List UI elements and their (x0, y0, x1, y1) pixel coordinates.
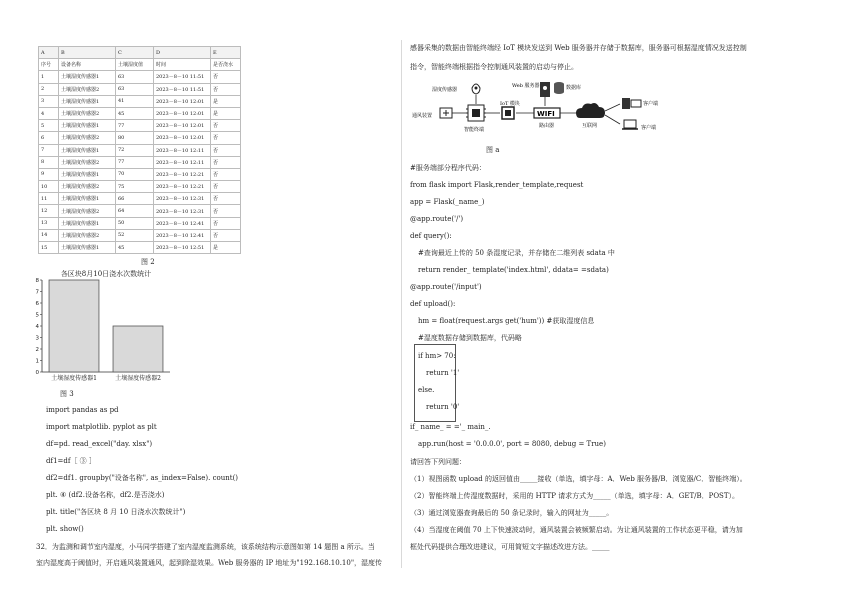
table-cell: 10 (39, 181, 59, 193)
table-cell: 2023－8－10 11:51 (154, 71, 211, 83)
server-code-3: app = Flask(_name_) (410, 198, 485, 206)
terminal-label: 智能终端 (464, 127, 485, 133)
database-label: 数据库 (566, 85, 582, 91)
code-line-7: plt. title("各区块 8 月 10 日浇水次数统计") (46, 508, 186, 516)
database-icon (554, 82, 564, 94)
table-cell: 土壤湿度传感器2 (59, 205, 116, 217)
table-cell: 土壤湿度传感器1 (59, 168, 116, 180)
table-cell: 2023－8－10 12:01 (154, 107, 211, 119)
table-cell: 土壤湿度传感器2 (59, 107, 116, 119)
figure-a-caption: 图 a (486, 146, 500, 154)
question-32-line-2: 室内湿度高于阈值时，开启通风装置通风，起到除湿效果。Web 服务器的 IP 地址为"192.168.10.10"，湿度传 (36, 559, 383, 567)
table-cell: 6 (39, 132, 59, 144)
table-row (39, 107, 241, 119)
table-cell: 土壤湿度传感器1 (59, 242, 116, 254)
bar (49, 280, 99, 372)
questions-heading: 请回答下列问题： (410, 458, 466, 466)
table-row (39, 156, 241, 168)
humidity-sensor-icon (472, 84, 480, 94)
table-cell: 2023－8－10 12:31 (154, 205, 211, 217)
table-cell: 否 (211, 144, 241, 156)
table-cell: 2023－8－10 12:01 (154, 132, 211, 144)
table-cell: 土壤湿度传感器1 (59, 144, 116, 156)
server-code-4: @app.route('/') (410, 215, 464, 223)
table-cell: 50 (116, 217, 154, 229)
table-cell: 63 (116, 83, 154, 95)
table-cell: 序号 (39, 59, 59, 71)
table-cell: 否 (211, 83, 241, 95)
table-cell: 45 (116, 107, 154, 119)
table-cell: 是否浇水 (211, 59, 241, 71)
table-cell: 2023－8－10 12:41 (154, 229, 211, 241)
table-cell: 63 (116, 71, 154, 83)
vent-icon (440, 108, 452, 118)
table-cell: 土壤湿度传感器2 (59, 83, 116, 95)
column-divider (401, 40, 402, 568)
table-cell: 土壤湿度传感器1 (59, 217, 116, 229)
table-cell: 2 (39, 83, 59, 95)
table-cell: 72 (116, 144, 154, 156)
chart-title: 各区块8月10日浇水次数统计 (60, 270, 152, 278)
table-cell: 2023－8－10 12:21 (154, 181, 211, 193)
table-cell: 2023－8－10 12:11 (154, 144, 211, 156)
table-cell: 9 (39, 168, 59, 180)
code-line-6: plt. ④ (df2.设备名称，df2.是否浇水) (46, 491, 165, 499)
table-cell: 时间 (154, 59, 211, 71)
y-tick-label: 2 (35, 347, 39, 353)
table-row (39, 95, 241, 107)
router-label: 路由器 (539, 123, 555, 129)
wifi-router-icon (534, 108, 560, 118)
table-cell: 14 (39, 229, 59, 241)
table-row (39, 217, 241, 229)
figure-2-caption: 图 2 (141, 258, 155, 266)
table-row (39, 144, 241, 156)
intro-line-2: 指令，智能终端根据指令控制通风装置的启动与停止。 (410, 63, 578, 71)
table-cell: 否 (211, 193, 241, 205)
header-row (39, 59, 241, 71)
table-cell: 设备名称 (59, 59, 116, 71)
y-tick-label: 7 (35, 289, 39, 296)
table-cell: 64 (116, 205, 154, 217)
code-line-1: import pandas as pd (46, 406, 119, 414)
client-1-label: 客户端 (643, 101, 659, 107)
table-cell: 2023－8－10 12:21 (154, 168, 211, 180)
table-row (39, 242, 241, 254)
server-code-7: return render_ template('index.html', ddata= =sdata) (418, 266, 609, 274)
question-4-line-2: 框处代码提供合理改进建议，可用简短文字描述改进方法。_____ (410, 543, 610, 551)
table-row (39, 205, 241, 217)
table-cell: 3 (39, 95, 59, 107)
table-cell: E (211, 47, 241, 59)
table-cell: A (39, 47, 59, 59)
table-row (39, 229, 241, 241)
intro-line-1: 感器采集的数据由智能终端经 IoT 模块发送到 Web 服务器并存储于数据库，服务器可根据湿度情况发送控制 (410, 44, 747, 52)
table-cell: 土壤湿度值 (116, 59, 154, 71)
web-server-label: Web 服务器 (512, 83, 540, 89)
table-cell: B (59, 47, 116, 59)
bar-chart (30, 268, 180, 386)
table-cell: 2023－8－10 11:51 (154, 83, 211, 95)
question-4-line-1: （4）当湿度在阈值 70 上下快速波动时，通风装置会被频繁启动。为让通风装置的工作状态更平稳，请为加 (410, 526, 743, 534)
code-line-4: df1=df［ ③ ］ (46, 457, 96, 465)
table-cell: 是 (211, 242, 241, 254)
table-cell: C (116, 47, 154, 59)
table-cell: 77 (116, 156, 154, 168)
server-code-12: if hm> 70: (418, 352, 456, 360)
table-cell: 8 (39, 156, 59, 168)
y-tick-label: 4 (35, 324, 39, 330)
table-cell: 否 (211, 71, 241, 83)
y-tick-label: 8 (35, 278, 39, 284)
table-cell: 45 (116, 242, 154, 254)
code-line-3: df=pd. read_excel("day. xlsx") (46, 440, 153, 448)
table-row (39, 132, 241, 144)
server-code-9: def upload(): (410, 300, 456, 308)
client-desktop-icon (622, 98, 641, 109)
table-cell: 66 (116, 193, 154, 205)
table-cell: 否 (211, 205, 241, 217)
question-32-line-1: 32．为监测和调节室内湿度，小马同学搭建了室内湿度监测系统，该系统结构示意图如第 14 题图 a 所示。当 (36, 543, 375, 551)
excel-table (38, 46, 241, 254)
table-cell: 11 (39, 193, 59, 205)
server-code-8: @app.route('/input') (410, 283, 482, 291)
table-cell: 4 (39, 107, 59, 119)
server-code-15: return '0' (426, 403, 460, 411)
table-cell: 否 (211, 217, 241, 229)
question-2: （2）智能终端上传湿度数据时，采用的 HTTP 请求方式为_____（单选，填字母：A．GET/B．POST）。 (410, 492, 740, 500)
code-line-5: df2=df1. groupby("设备名称", as_index=False). count() (46, 474, 239, 482)
table-cell: 土壤湿度传感器2 (59, 181, 116, 193)
table-cell: 2023－8－10 12:41 (154, 217, 211, 229)
table-cell: 否 (211, 181, 241, 193)
terminal-icon (466, 105, 486, 121)
table-cell: 41 (116, 95, 154, 107)
table-cell: 2023－8－10 12:31 (154, 193, 211, 205)
table-cell: 否 (211, 168, 241, 180)
table-cell: 2023－8－10 12:01 (154, 95, 211, 107)
table-cell: 土壤湿度传感器1 (59, 193, 116, 205)
code-line-8: plt. show() (46, 525, 84, 533)
table-cell: 7 (39, 144, 59, 156)
iot-module-label: IoT 模块 (500, 101, 520, 107)
x-tick-label: 土壤湿度传感器1 (51, 375, 97, 382)
web-server-icon (540, 82, 550, 97)
table-row (39, 71, 241, 83)
table-cell: 2023－8－10 12:01 (154, 120, 211, 132)
wifi-text: WIFI (537, 110, 555, 118)
column-letters-row (39, 47, 241, 59)
x-tick-label: 土壤湿度传感器2 (115, 375, 161, 382)
bar (113, 326, 163, 372)
table-cell: 土壤湿度传感器2 (59, 156, 116, 168)
system-diagram (410, 78, 660, 140)
humidity-sensor-label: 湿度传感器 (432, 87, 458, 93)
server-code-1: #服务端部分程序代码： (410, 164, 486, 172)
table-cell: 土壤湿度传感器1 (59, 95, 116, 107)
y-tick-label: 5 (35, 312, 39, 319)
table-cell: 77 (116, 120, 154, 132)
question-1: （1）视图函数 upload 的返回值由_____接收（单选，填字母：A．Web 服务器/B．浏览器/C．智能终端）。 (410, 475, 747, 483)
table-cell: 2023－8－10 12:11 (154, 156, 211, 168)
table-cell: 是 (211, 95, 241, 107)
y-tick-label: 3 (35, 335, 39, 342)
server-code-14: else. (418, 386, 435, 394)
server-code-16: if_ name_ = ='_ main_. (410, 423, 491, 431)
server-code-13: return '1' (426, 369, 460, 377)
iot-module-icon (502, 107, 514, 119)
internet-label: 互联网 (582, 123, 598, 129)
code-line-2: import matplotlib. pyplot as plt (46, 423, 157, 431)
server-code-2: from flask import Flask,render_template,request (410, 181, 584, 189)
y-tick-label: 6 (35, 301, 39, 307)
client-2-label: 客户端 (641, 125, 657, 131)
question-3: （3）通过浏览器查询最后的 50 条记录时，输入的网址为_____。 (410, 509, 614, 517)
y-tick-label: 0 (35, 370, 39, 376)
table-cell: D (154, 47, 211, 59)
table-row (39, 193, 241, 205)
server-code-6: #查询最近上传的 50 条湿度记录，并存储在二维列表 sdata 中 (418, 249, 615, 257)
table-cell: 15 (39, 242, 59, 254)
server-code-10: hm = float(request.args get('hum')) #获取湿度信息 (418, 317, 595, 325)
table-row (39, 168, 241, 180)
table-cell: 52 (116, 229, 154, 241)
server-code-5: def query(): (410, 232, 452, 240)
internet-cloud-icon (576, 103, 605, 118)
table-row (39, 120, 241, 132)
client-laptop-icon (622, 120, 638, 129)
table-cell: 土壤湿度传感器1 (59, 71, 116, 83)
table-cell: 是 (211, 107, 241, 119)
vent-label: 通风装置 (412, 113, 433, 119)
table-cell: 土壤湿度传感器1 (59, 120, 116, 132)
table-cell: 12 (39, 205, 59, 217)
table-cell: 70 (116, 168, 154, 180)
table-row (39, 83, 241, 95)
y-tick-label: 1 (35, 358, 39, 365)
figure-3-caption: 图 3 (60, 390, 74, 398)
table-cell: 2023－8－10 12:51 (154, 242, 211, 254)
table-cell: 75 (116, 181, 154, 193)
table-cell: 5 (39, 120, 59, 132)
server-code-11: #湿度数据存储到数据库，代码略 (418, 334, 522, 342)
table-row (39, 181, 241, 193)
table-cell: 土壤湿度传感器2 (59, 229, 116, 241)
table-cell: 否 (211, 120, 241, 132)
table-cell: 80 (116, 132, 154, 144)
table-cell: 否 (211, 156, 241, 168)
table-cell: 否 (211, 132, 241, 144)
table-cell: 土壤湿度传感器2 (59, 132, 116, 144)
table-cell: 13 (39, 217, 59, 229)
server-code-17: app.run(host = '0.0.0.0', port = 8080, debug = True) (418, 440, 606, 448)
table-cell: 否 (211, 229, 241, 241)
table-cell: 1 (39, 71, 59, 83)
